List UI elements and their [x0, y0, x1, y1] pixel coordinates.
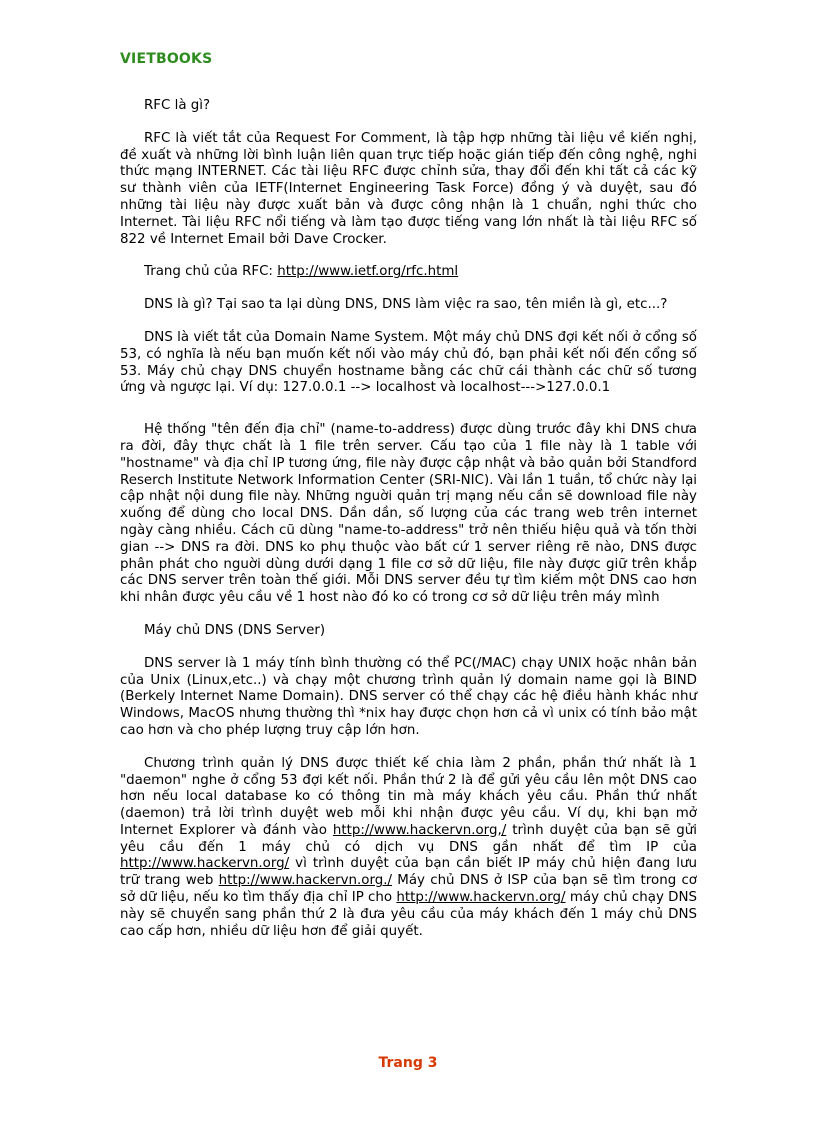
rfc-paragraph: RFC là viết tắt của Request For Comment, là tập hợp những tài liệu về kiến nghị, đề xuất và những lời bình luận liên quan trực tiếp hoặc gián tiếp đến công nghệ, nghi thức mạng INTERNET. Các tài liệu RFC được chỉnh sửa, thay đổi đến khi tất cả các kỹ sư thành viên của IETF(Internet Engineering Task Force) đồng ý và duyệt, sau đó những tài liệu này được xuất bản và được công nhận là 1 chuẩn, nghi thức cho Internet. Tài liệu RFC nổi tiếng và làm tạo được tiếng vang lớn nhất là tài liệu RFC số 822 về Internet Email bởi Dave Crocker. — [120, 130, 697, 247]
hackervn-link-2[interactable]: http://www.hackervn.org/ — [120, 856, 290, 872]
dns-program-paragraph — [120, 756, 697, 941]
program-text-5: máy chủ chạy DNS này sẽ chuyển sang phần thứ 2 là đưa yêu cầu của máy khách đến 1 máy chủ DNS cao cấp hơn, nhiều dữ liệu hơn để giải quyết. — [120, 890, 698, 939]
rfc-homepage-link[interactable]: http://www.ietf.org/rfc.html — [277, 264, 459, 280]
hackervn-link-1[interactable]: http://www.hackervn.org,/ — [332, 822, 507, 838]
dns-question: DNS là gì? Tại sao ta lại dùng DNS, DNS làm việc ra sao, tên miền là gì, etc...? — [144, 297, 668, 313]
program-text-2: trình duyệt của bạn sẽ gửi yêu cầu đến 1 máy chủ có dịch vụ DNS gần nhất để tìm IP của — [120, 822, 697, 855]
hackervn-link-3[interactable]: http://www.hackervn.org./ — [218, 873, 393, 889]
page-number: Trang 3 — [378, 1055, 438, 1071]
brand-title: VIETBOOKS — [120, 51, 213, 67]
rfc-homepage-line — [120, 264, 697, 281]
rfc-homepage-label: Trang chủ của RFC: — [144, 264, 278, 280]
program-text-1: Chương trình quản lý DNS được thiết kế chia làm 2 phần, phần thứ nhất là 1 "daemon" nghe ở cổng 53 đợi kết nối. Phần thứ 2 là để gửi yêu cầu lên một DNS cao hơn nếu local database ko có thông tin mà máy khách yêu cầu. Phần thứ nhất (daemon) trả lời trình duyệt web mỗi khi nhận được yêu cầu. Ví dụ, khi bạn mở Internet Explorer và đánh vào — [120, 755, 697, 838]
dns-server-heading: Máy chủ DNS (DNS Server) — [144, 622, 326, 638]
rfc-heading: RFC là gì? — [144, 98, 211, 113]
dns-history-paragraph: Hệ thống "tên đến địa chỉ" (name-to-address) được dùng trước đây khi DNS chưa ra đời, đây thực chất là 1 file trên server. Cấu tạo của 1 file này là 1 table với "hostname" và địa chỉ IP tương ứng, file này được cập nhật và bảo quản bởi Standford Reserch Institute Network Information Center (SRI-NIC). Vài lần 1 tuần, tổ chức này lại cập nhật nội dung file này. Những nguời quản trị mạng nếu cần sẽ download file này xuống để dùng cho local DNS. Dần dần, số lượng của các trang web trên internet ngày càng nhiều. Cách cũ dùng "name-to-address" trở nên thiếu hiệu quả và tốn thời gian --> DNS ra đời. DNS ko phụ thuộc vào bất cứ 1 server riêng rẽ nào, DNS được phân phát cho nguời dùng dưới dạng 1 file cơ sở dữ liệu, file này được giữ trên khắp các DNS server trên toàn thế giới. Mỗi DNS server đều tự tìm kiếm một DNS cao hơn khi nhân được yêu cầu về 1 host nào đó ko có trong cơ sở dữ liệu trên máy mình — [120, 422, 697, 606]
document-body — [120, 98, 697, 940]
program-text-3: vì trình duyệt của bạn cần biết IP máy chủ hiện đang lưu trữ trang web — [120, 856, 697, 889]
program-text-4: Máy chủ DNS ở ISP của bạn sẽ tìm trong cơ sở dữ liệu, nếu ko tìm thấy địa chỉ IP cho — [120, 873, 698, 906]
dns-definition-paragraph: DNS là viết tắt của Domain Name System. Một máy chủ DNS đợi kết nối ở cổng số 53, có nghĩa là nếu bạn muốn kết nối vào máy chủ đó, bạn phải kết nối đến cổng số 53. Máy chủ chạy DNS chuyển hostname bằng các chữ cái thành các chữ số tương ứng và ngược lại. Ví dụ: 127.0.0.1 --> localhost và localhost--->127.0.0.1 — [120, 329, 697, 396]
hackervn-link-4[interactable]: http://www.hackervn.org/ — [396, 890, 566, 906]
dns-server-paragraph: DNS server là 1 máy tính bình thường có thể PC(/MAC) chạy UNIX hoặc nhân bản của Unix (Linux,etc..) và chạy một chương trình quản lý domain name gọi là BIND (Berkely Internet Name Domain). DNS server có thể chạy các hệ điều hành khác như Windows, MacOS nhưng thường thì *nix hay được chọn hơn cả vì unix có tính bảo mật cao hơn và cho phép lượng truy cập lớn hơn. — [120, 655, 697, 738]
